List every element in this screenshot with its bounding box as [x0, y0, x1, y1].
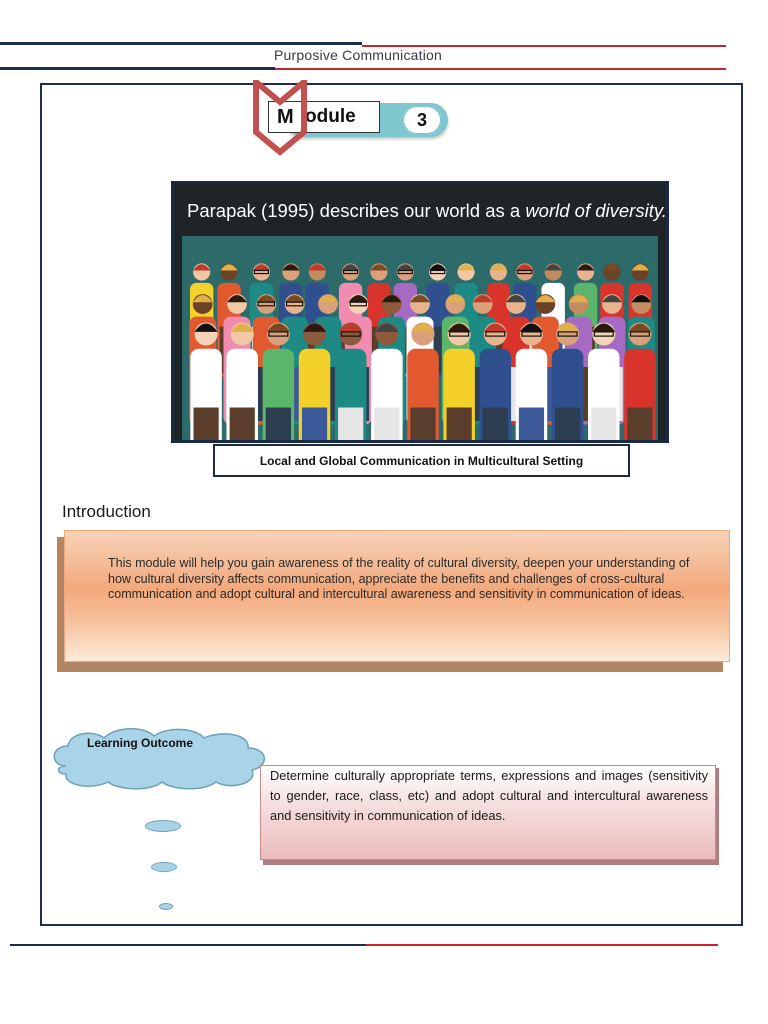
thought-bubble-large — [145, 820, 181, 832]
illustration-banner — [187, 200, 667, 222]
thought-bubble-medium — [151, 862, 177, 872]
header-rule-red-lower — [275, 68, 726, 70]
header-rule-navy-lower — [0, 67, 275, 70]
introduction-heading: Introduction — [62, 502, 151, 521]
header-title: Purposive Communication — [274, 47, 443, 63]
footer-rule-red — [366, 944, 718, 946]
person-legs — [555, 408, 580, 441]
person-legs — [591, 408, 616, 441]
footer-rule-navy — [10, 944, 366, 946]
learning-outcome-label: Learning Outcome — [87, 736, 194, 750]
person-legs — [519, 408, 544, 441]
figure-caption: Local and Global Communication in Multicultural Setting — [213, 444, 630, 477]
module-number: 3 — [402, 105, 442, 135]
person-legs — [302, 408, 327, 441]
person-legs — [338, 408, 363, 441]
banner-text: Parapak (1995) describes our world as a — [187, 200, 521, 221]
introduction-body: This module will help you gain awareness of the reality of cultural diversity, deepen your understanding of how cultural diversity affects communication, appreciate the benefits and challenges of cross-cultural communication and adopt cultural and intercultural awareness and sensitivity in communication of ideas. — [108, 556, 690, 601]
module-label: odule — [305, 106, 356, 127]
header-rule-navy — [0, 42, 362, 45]
person-legs — [483, 408, 508, 441]
crowd-illustration — [174, 184, 666, 440]
person-legs — [410, 408, 435, 441]
module-letter: M — [277, 106, 294, 128]
person-legs — [230, 408, 255, 441]
person-legs — [193, 408, 218, 441]
person-legs — [266, 408, 291, 441]
person-legs — [447, 408, 472, 441]
person-legs — [374, 408, 399, 441]
thought-bubble-small — [159, 903, 173, 910]
person-legs — [627, 408, 652, 441]
learning-outcome-body: Determine culturally appropriate terms, expressions and images (sensitivity to gender, race, class, etc) and adopt cultural and intercultural awareness and sensitivity in communication of ideas. — [270, 768, 708, 823]
banner-emphasis: world of diversity. — [525, 200, 667, 221]
